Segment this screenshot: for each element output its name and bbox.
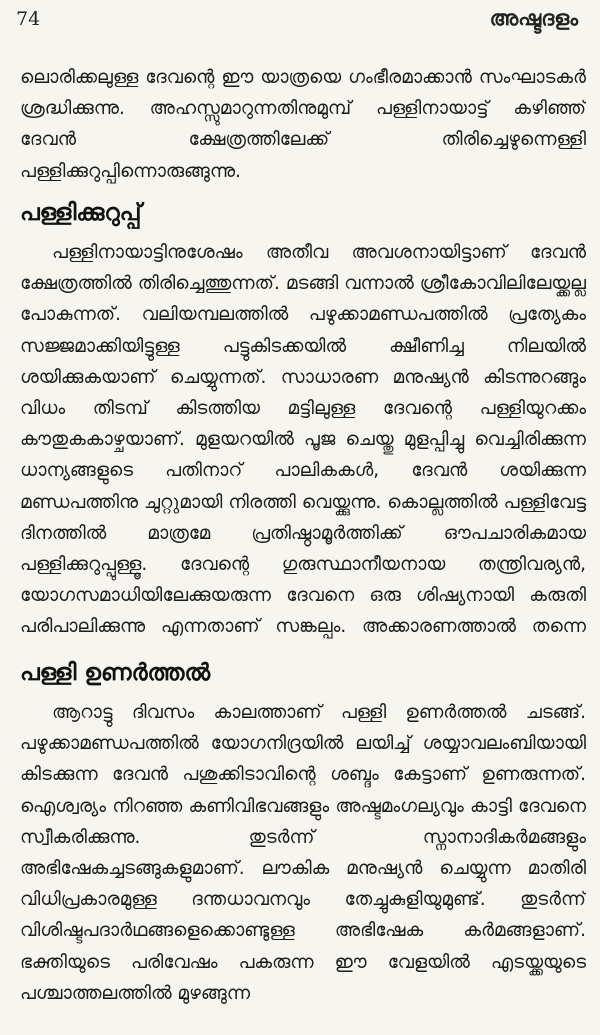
paragraph-palli-unarthal: ആറാട്ടു ദിവസം കാലത്താണ് പള്ളി ഉണർത്തൽ ചടങ്ങ്. പഴുക്കാമണ്ഡപത്തിൽ യോഗനിദ്രയിൽ ലയിച്ച് ശയ്യാവലംബിയായി കിടക്കുന്ന ദേവൻ പശുക്കിടാവിന്റെ ശബ്ദം കേട്ടാണ് ഉണരുന്നത്. ഐശ്വര്യം നിറഞ്ഞ കണിവിഭവങ്ങളും അഷ്ടമംഗല്യവും കാട്ടി ദേവനെ സ്വീകരിക്കുന്നു. തുടർന്ന് സ്നാനാദികർമങ്ങളും അഭിഷേകച്ചടങ്ങുകളുമാണ്. ലൗകിക മനുഷ്യൻ ചെയ്യുന്ന മാതിരി വിധിപ്രകാരമുള്ള ദന്തധാവനവും തേച്ചുകുളിയുമുണ്ട്. തുടർന്ന് വിശിഷ്ടപദാർഥങ്ങളെക്കൊണ്ടുള്ള അഭിഷേക കർമങ്ങളാണ്. ഭക്തിയുടെ പരിവേഷം പകരുന്ന ഈ വേളയിൽ എടയ്ക്കയുടെ പശ്ചാത്തലത്തിൽ മുഴങ്ങുന്ന: [20, 702, 586, 1004]
paragraph-continuation: ലൊരിക്കലുള്ള ദേവന്റെ ഈ യാത്രയെ ഗംഭീരമാക്കാൻ സംഘാടകർ ശ്രദ്ധിക്കുന്നു. അഹസ്സുമാറുന്നതിനുമുമ്പ് പള്ളിനായാട്ട് കഴിഞ്ഞ് ദേവൻ ക്ഷേത്രത്തിലേക്ക് തിരിച്ചെഴുന്നെള്ളി പള്ളിക്കുറുപ്പിന്നൊരുങ്ങുന്നു.: [20, 67, 586, 182]
section-heading-pallikkuruppu: പള്ളിക്കുറുപ്പ്: [20, 200, 142, 226]
page-number: 74: [16, 8, 41, 30]
section-heading-palli-unarthal: പള്ളി ഉണർത്തൽ: [20, 660, 211, 686]
page-body: [20, 62, 586, 1017]
running-title: അഷ്ടദളം: [489, 6, 578, 30]
paragraph-pallikkuruppu: പള്ളിനായാട്ടിനുശേഷം അതീവ അവശനായിട്ടാണ് ദേവൻ ക്ഷേത്രത്തിൽ തിരിച്ചെത്തുന്നത്. മടങ്ങി വന്നാൽ ശ്രീകോവിലിലേയ്ക്കല്ല പോകുന്നത്. വലിയമ്പലത്തിൽ പഴുക്കാമണ്ഡപത്തിൽ പ്രത്യേകം സജ്ജമാക്കിയിട്ടുള്ള പട്ടുകിടക്കയിൽ ക്ഷീണിച്ച നിലയിൽ ശയിക്കുകയാണ് ചെയ്യുന്നത്. സാധാരണ മനുഷ്യൻ കിടന്നുറങ്ങും വിധം തിടമ്പ് കിടത്തിയ മട്ടിലുള്ള ദേവന്റെ പള്ളിയുറക്കം കൗതുകകാഴ്ചയാണ്. മുളയറയിൽ പൂജ ചെയ്തു മുളപ്പിച്ചു വെച്ചിരിക്കുന്ന ധാന്യങ്ങളുടെ പതിനാറ് പാലികകൾ, ദേവൻ ശയിക്കുന്ന മണ്ഡപത്തിനു ചുറ്റുമായി നിരത്തി വെയ്ക്കുന്നു. കൊല്ലത്തിൽ പള്ളിവേട്ട ദിനത്തിൽ മാത്രമേ പ്രതിഷ്ഠാമൂർത്തിക്ക് ഔപചാരികമായ പള്ളിക്കുറുപ്പുള്ളൂ. ദേവന്റെ ഗുരുസ്ഥാനീയനായ തന്ത്രിവര്യൻ, യോഗസമാധിയിലേക്കുയരുന്ന ദേവനെ ഒരു ശിഷ്യനായി കരുതി പരിപാലിക്കുന്നു എന്നതാണ് സങ്കല്പം. അക്കാരണത്താൽ തന്നെ: [20, 242, 586, 638]
page-header: [0, 0, 600, 52]
